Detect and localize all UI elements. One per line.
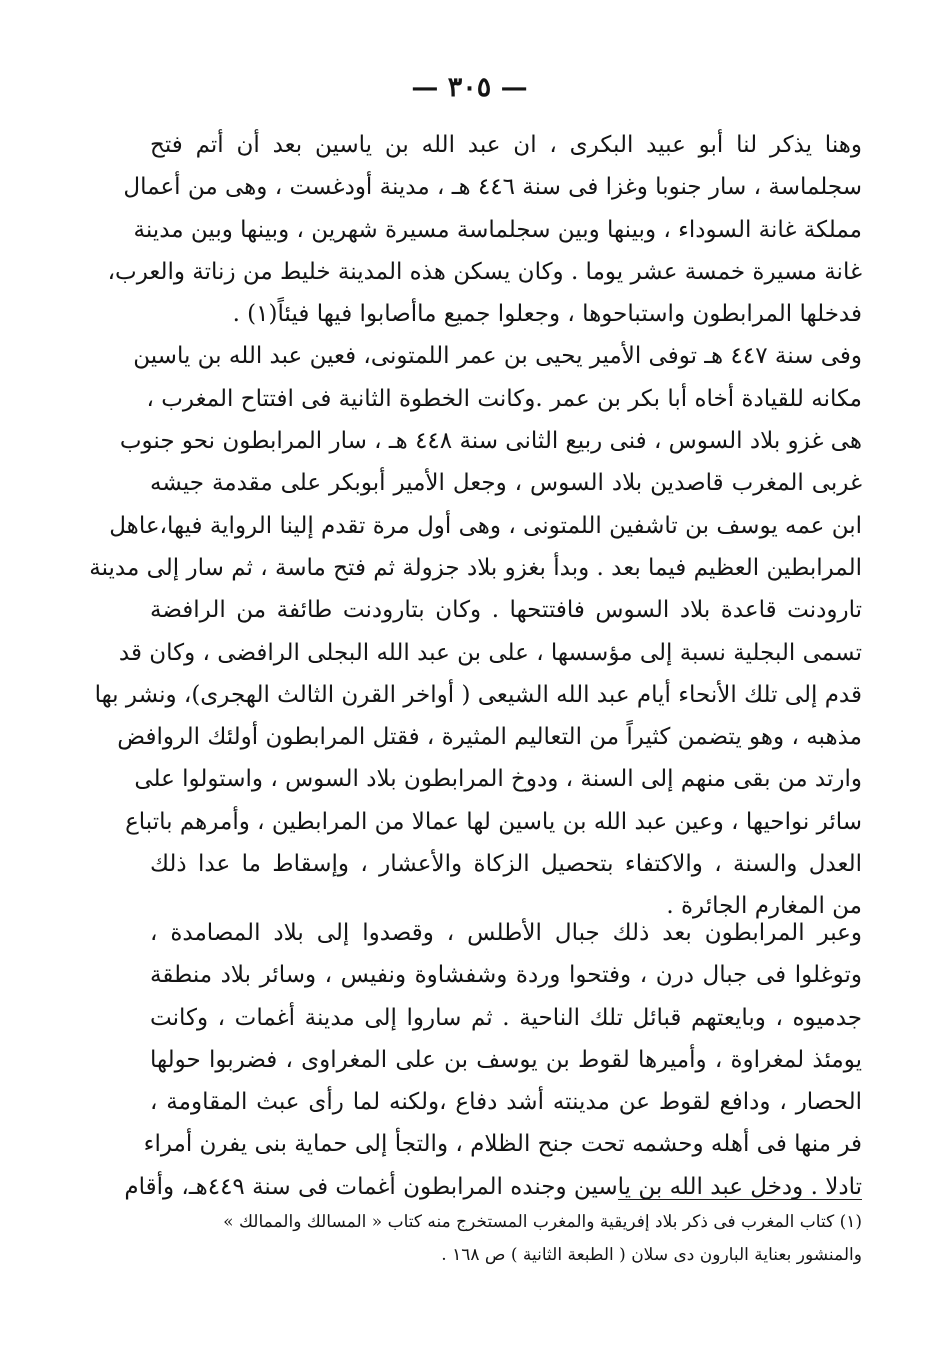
text-line: العدل والسنة ، والاكتفاء بتحصيل الزكاة والأعشار ، وإسقاط ما عدا ذلك xyxy=(150,851,862,878)
text-line: هى غزو بلاد السوس ، فنى ربيع الثانى سنة ٤٤٨ هـ ، سار المرابطون نحو جنوب xyxy=(119,428,862,455)
text-line: فدخلها المرابطون واستباحوها ، وجعلوا جميع ماأصابوا فيها فيئاً(١) . xyxy=(232,301,862,328)
footnote-line: (١) كتاب المغرب فى ذكر بلاد إفريقية والمغرب المستخرج منه كتاب « المسالك والممالك » xyxy=(223,1212,862,1232)
text-line: من المغارم الجائرة . xyxy=(666,893,862,920)
text-line: وفى سنة ٤٤٧ هـ توفى الأمير يحيى بن عمر اللمتونى، فعين عبد الله بن ياسين xyxy=(133,343,862,370)
text-line: غانة مسيرة خمسة عشر يوما . وكان يسكن هذه المدينة خليط من زناتة والعرب، xyxy=(107,258,862,285)
text-line: وهنا يذكر لنا أبو عبيد البكرى ، ان عبد الله بن ياسين بعد أن أتم فتح xyxy=(150,132,862,158)
text-line: غربى المغرب قاصدين بلاد السوس ، وجعل الأمير أبوبكر على مقدمة جيشه xyxy=(150,470,862,497)
text-line: ابن عمه يوسف بن تاشفين اللمتونى ، وهى أول مرة تقدم إلينا الرواية فيها،عاهل xyxy=(109,512,862,539)
text-line: وعبر المرابطون بعد ذلك جبال الأطلس ، وقصدوا إلى بلاد المصامدة ، xyxy=(150,920,862,946)
text-line: سائر نواحيها ، وعين عبد الله بن ياسين لها عمالا من المرابطين ، وأمرهم باتباع xyxy=(125,808,862,835)
text-line: الحصار ، ودافع لقوط عن مدينته أشد دفاع ،ولكنه لما رأى عبث المقاومة ، xyxy=(150,1089,862,1116)
text-line: مملكة غانة السوداء ، وبينها وبين سجلماسة مسيرة شهرين ، وبينها وبين مدينة xyxy=(133,216,862,243)
text-line: مكانه للقيادة أخاه أبا بكر بن عمر .وكانت الخطوة الثانية فى افتتاح المغرب ، xyxy=(146,385,862,412)
text-line: فر منها فى أهله وحشمه تحت جنح الظلام ، والتجأ إلى حماية بنى يفرن أمراء xyxy=(143,1131,862,1158)
text-line: تارودنت قاعدة بلاد السوس فافتتحها . وكان بتارودنت طائفة من الرافضة xyxy=(150,597,862,624)
footnote-divider xyxy=(618,1199,862,1200)
main-text-upper xyxy=(89,124,862,928)
text-line: سجلماسة ، سار جنوبا وغزا فى سنة ٤٤٦ هـ ، مدينة أودغست ، وهى من أعمال xyxy=(123,174,862,201)
text-line: جدميوه ، وبايعتهم قبائل تلك الناحية . ثم ساروا إلى مدينة أغمات ، وكانت xyxy=(150,1004,862,1031)
text-line: وتوغلوا فى جبال درن ، وفتحوا وردة وشفشاوة ونفيس ، وسائر بلاد منطقة xyxy=(150,962,862,989)
page-number: — ٣٠٥ — xyxy=(411,72,528,103)
text-line: تادلا . ودخل عبد الله بن ياسين وجنده المرابطون أغمات فى سنة ٤٤٩هـ، وأقام xyxy=(124,1173,862,1200)
text-line: تسمى البجلية نسبة إلى مؤسسها ، على بن عبد الله البجلى الرافضى ، وكان قد xyxy=(118,639,862,666)
text-line: وارتد من بقى منهم إلى السنة ، ودوخ المرابطون بلاد السوس ، واستولوا على xyxy=(134,766,862,793)
footnote-line: والمنشور بعناية البارون دى سلان ( الطبعة الثانية ) ص ١٦٨ . xyxy=(441,1245,862,1265)
text-line: مذهبه ، وهو يتضمن كثيراً من التعاليم المثيرة ، فقتل المرابطون أولئك الروافض xyxy=(117,724,862,751)
text-line: المرابطين العظيم فيما بعد . وبدأ بغزو بلاد جزولة ثم فتح ماسة ، ثم سار إلى مدينة xyxy=(89,554,862,581)
text-line: قدم إلى تلك الأنحاء أيام عبد الله الشيعى ( أواخر القرن الثالث الهجرى)، ونشر بها xyxy=(94,681,862,708)
footnotes xyxy=(150,1206,862,1272)
main-text-lower xyxy=(124,912,862,1208)
text-line: يومئذ لمغراوة ، وأميرها لقوط بن يوسف بن على المغراوى ، فضربوا حولها xyxy=(150,1046,862,1073)
